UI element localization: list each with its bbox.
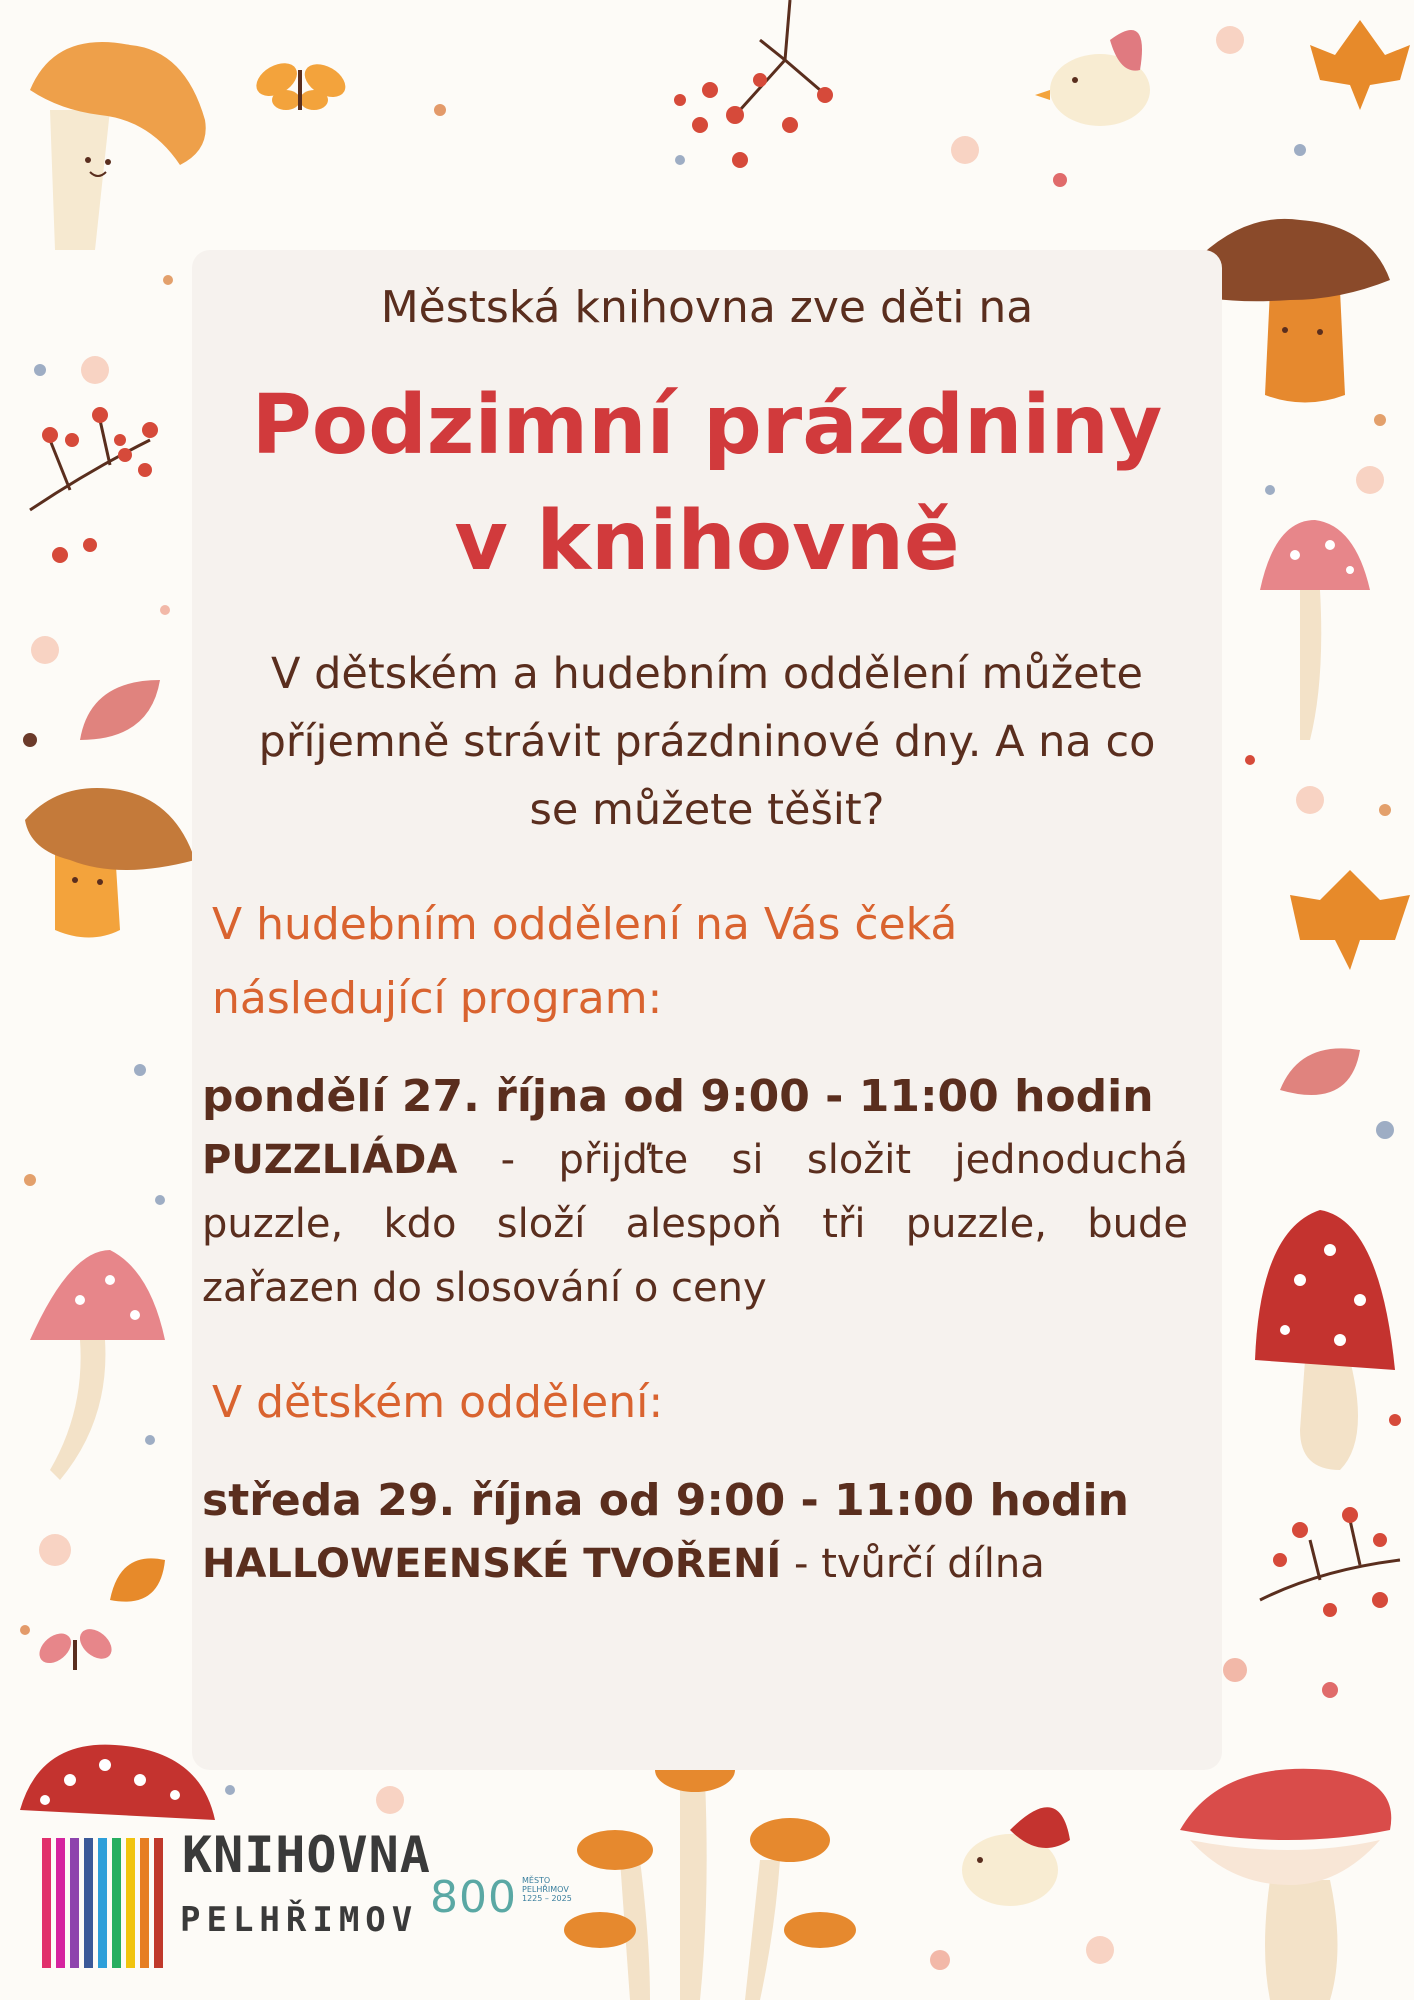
bird-bottom-right	[962, 1807, 1070, 1906]
description-line-1: V dětském a hudebním oddělení můžete	[271, 649, 1143, 699]
fly-agaric-right	[1255, 1210, 1395, 1470]
children-event-name: HALLOWEENSKÉ TVOŘENÍ	[202, 1541, 782, 1587]
music-heading-line-1: V hudebním oddělení na Vás čeká	[212, 899, 958, 950]
description-line-2: příjemně strávit prázdninové dny. A na co	[258, 717, 1156, 767]
town-logo-text	[522, 1876, 572, 1903]
mushroom-cluster-bottom	[564, 1748, 856, 2000]
mushroom-bottom-right	[1180, 1769, 1391, 2000]
music-heading-line-2: následující program:	[212, 973, 663, 1024]
intro-text: Městská knihovna zve děti na	[380, 282, 1034, 333]
maple-leaf-right	[1290, 870, 1410, 970]
children-event	[202, 1470, 1188, 1596]
music-event-description	[202, 1128, 1188, 1320]
maple-leaf-top-right	[1310, 20, 1410, 110]
mushroom-top-left	[30, 42, 206, 250]
title-line-2: v knihovně	[454, 494, 960, 589]
description-line-3: se můžete těšit?	[529, 785, 885, 835]
bird-top-right	[1035, 30, 1150, 126]
library-logo-name: KNIHOVNA	[182, 1826, 431, 1884]
music-event-text: - přijďte si složit jednoduchá puzzle, kdo složí alespoň tři puzzle, bude zařazen do slosování o ceny	[202, 1137, 1188, 1311]
library-logo-city: PELHŘIMOV	[180, 1900, 419, 1940]
town-logo-line-2: PELHŘIMOV	[522, 1885, 569, 1894]
town-logo-line-3: 1225 – 2025	[522, 1894, 572, 1903]
mushroom-pink-left	[30, 1250, 165, 1480]
berry-sprig-top	[740, 0, 820, 110]
butterfly-left	[34, 1623, 117, 1670]
fly-agaric-bottom-left	[20, 1745, 215, 1820]
music-event-date: pondělí 27. října od 9:00 - 11:00 hodin	[202, 1071, 1154, 1122]
butterfly-top	[251, 56, 351, 110]
children-event-description	[202, 1532, 1188, 1596]
music-section-heading	[212, 888, 1192, 1036]
children-event-date: středa 29. října od 9:00 - 11:00 hodin	[202, 1475, 1129, 1526]
mushroom-orange-left	[25, 788, 195, 938]
library-logo-icon	[40, 1828, 175, 1978]
leaf-pink-left	[80, 680, 160, 740]
title-line-1: Podzimní prázdniny	[251, 378, 1163, 473]
town-logo-mark: 800	[430, 1872, 517, 1923]
description	[192, 640, 1222, 844]
children-event-text: - tvůrčí dílna	[781, 1541, 1045, 1587]
music-event	[202, 1066, 1188, 1320]
mushroom-pink-right	[1260, 520, 1370, 740]
leaf-pink-right	[1280, 1048, 1360, 1095]
leaf-orange-left	[110, 1558, 165, 1601]
music-event-name: PUZZLIÁDA	[202, 1137, 458, 1183]
page-title	[160, 368, 1254, 600]
town-logo-line-1: MĚSTO	[522, 1876, 551, 1885]
children-section-heading: V dětském oddělení:	[212, 1377, 664, 1428]
